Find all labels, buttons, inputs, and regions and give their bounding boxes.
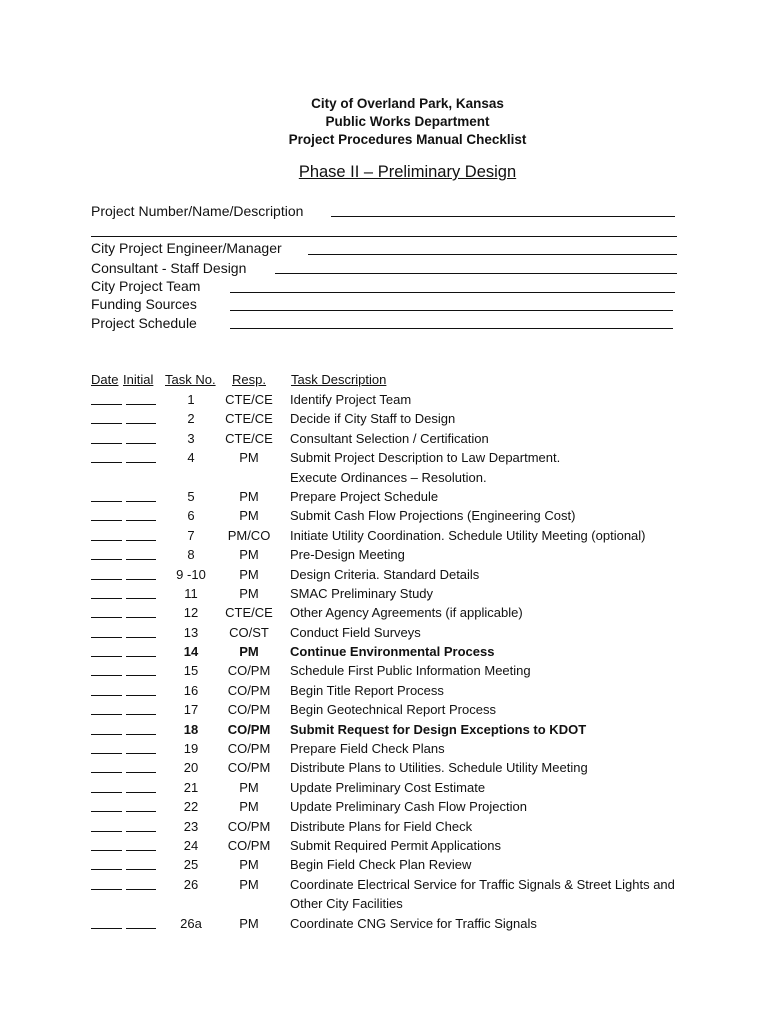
date-blank[interactable] bbox=[91, 889, 122, 890]
task-list bbox=[91, 391, 751, 934]
task-responsibility: CO/PM bbox=[227, 837, 271, 853]
initial-blank[interactable] bbox=[126, 617, 156, 618]
task-row bbox=[91, 856, 751, 875]
table-header bbox=[91, 372, 751, 389]
manual-title: Project Procedures Manual Checklist bbox=[288, 132, 527, 147]
task-row bbox=[91, 876, 751, 895]
phase-title: Phase II – Preliminary Design bbox=[298, 163, 517, 181]
task-responsibility: PM bbox=[239, 547, 259, 563]
initial-blank[interactable] bbox=[126, 404, 156, 405]
task-row bbox=[91, 527, 751, 546]
task-responsibility: PM bbox=[239, 799, 259, 815]
project-description-line[interactable] bbox=[91, 236, 677, 237]
city-title: City of Overland Park, Kansas bbox=[311, 96, 504, 111]
task-row bbox=[91, 546, 751, 565]
task-description: Update Preliminary Cost Estimate bbox=[290, 779, 486, 795]
task-responsibility: PM bbox=[239, 876, 259, 892]
task-number: 18 bbox=[183, 721, 199, 737]
schedule-line[interactable] bbox=[230, 328, 673, 329]
task-number: 8 bbox=[187, 547, 195, 563]
task-number: 7 bbox=[187, 527, 195, 543]
date-blank[interactable] bbox=[91, 598, 122, 599]
task-row bbox=[91, 798, 751, 817]
date-blank[interactable] bbox=[91, 559, 122, 560]
column-task-description: Task Description bbox=[291, 372, 387, 387]
task-number: 20 bbox=[183, 760, 199, 776]
task-number: 26 bbox=[183, 876, 199, 892]
team-line[interactable] bbox=[230, 292, 675, 293]
initial-blank[interactable] bbox=[126, 695, 156, 696]
task-number: 17 bbox=[183, 702, 199, 718]
engineer-line[interactable] bbox=[308, 254, 677, 255]
task-number: 12 bbox=[183, 605, 199, 621]
initial-blank[interactable] bbox=[126, 559, 156, 560]
engineer-label: City Project Engineer/Manager bbox=[91, 240, 282, 256]
task-description: Coordinate Electrical Service for Traffic Signals & Street Lights and bbox=[290, 876, 675, 892]
date-blank[interactable] bbox=[91, 423, 122, 424]
date-blank[interactable] bbox=[91, 520, 122, 521]
date-blank[interactable] bbox=[91, 695, 122, 696]
task-number: 23 bbox=[183, 818, 199, 834]
date-blank[interactable] bbox=[91, 656, 122, 657]
task-responsibility: PM bbox=[239, 508, 259, 524]
task-number: 14 bbox=[183, 644, 199, 660]
date-blank[interactable] bbox=[91, 579, 122, 580]
date-blank[interactable] bbox=[91, 404, 122, 405]
department-title: Public Works Department bbox=[325, 114, 490, 129]
initial-blank[interactable] bbox=[126, 792, 156, 793]
task-responsibility: CO/PM bbox=[227, 721, 271, 737]
initial-blank[interactable] bbox=[126, 540, 156, 541]
date-blank[interactable] bbox=[91, 637, 122, 638]
task-description: Distribute Plans for Field Check bbox=[290, 818, 473, 834]
task-row bbox=[91, 410, 751, 429]
task-description: Identify Project Team bbox=[290, 392, 412, 407]
date-blank[interactable] bbox=[91, 501, 122, 502]
initial-blank[interactable] bbox=[126, 520, 156, 521]
task-responsibility: CO/PM bbox=[227, 818, 271, 834]
task-responsibility: CTE/CE bbox=[225, 411, 273, 427]
task-row bbox=[91, 604, 751, 623]
date-blank[interactable] bbox=[91, 443, 122, 444]
task-description: SMAC Preliminary Study bbox=[290, 585, 434, 601]
date-blank[interactable] bbox=[91, 869, 122, 870]
task-number: 6 bbox=[187, 508, 195, 524]
task-number: 4 bbox=[187, 450, 195, 466]
task-row bbox=[91, 449, 751, 468]
column-initial: Initial bbox=[123, 372, 154, 387]
task-description: Conduct Field Surveys bbox=[290, 624, 421, 640]
task-description: Coordinate CNG Service for Traffic Signals bbox=[290, 915, 537, 931]
initial-blank[interactable] bbox=[126, 462, 156, 463]
task-row bbox=[91, 507, 751, 526]
document-header bbox=[0, 95, 770, 149]
task-row bbox=[91, 837, 751, 856]
task-responsibility: PM bbox=[239, 585, 259, 601]
initial-blank[interactable] bbox=[126, 423, 156, 424]
task-responsibility: PM bbox=[239, 450, 259, 466]
task-description: Submit Required Permit Applications bbox=[290, 837, 501, 853]
team-label: City Project Team bbox=[91, 278, 201, 294]
date-blank[interactable] bbox=[91, 850, 122, 851]
task-number: 24 bbox=[183, 837, 199, 853]
task-description: Distribute Plans to Utilities. Schedule Utility Meeting bbox=[290, 760, 588, 776]
task-row bbox=[91, 779, 751, 798]
task-responsibility: PM/CO bbox=[227, 527, 271, 543]
task-description: Begin Field Check Plan Review bbox=[290, 857, 472, 873]
task-number: 9 -10 bbox=[176, 566, 206, 582]
consultant-line[interactable] bbox=[275, 273, 677, 274]
task-responsibility: CTE/CE bbox=[225, 392, 273, 407]
initial-blank[interactable] bbox=[126, 889, 156, 890]
date-blank[interactable] bbox=[91, 928, 122, 929]
task-number: 2 bbox=[187, 411, 195, 427]
initial-blank[interactable] bbox=[126, 501, 156, 502]
task-row bbox=[91, 624, 751, 643]
task-number: 22 bbox=[183, 799, 199, 815]
funding-line[interactable] bbox=[230, 310, 673, 311]
task-responsibility: CO/PM bbox=[227, 663, 271, 679]
date-blank[interactable] bbox=[91, 617, 122, 618]
initial-blank[interactable] bbox=[126, 811, 156, 812]
task-responsibility: CO/ST bbox=[229, 624, 269, 640]
task-description: Other Agency Agreements (if applicable) bbox=[290, 605, 523, 621]
initial-blank[interactable] bbox=[126, 443, 156, 444]
project-number-line[interactable] bbox=[331, 216, 675, 217]
task-row bbox=[91, 740, 751, 759]
task-number: 16 bbox=[183, 682, 199, 698]
task-description: Initiate Utility Coordination. Schedule Utility Meeting (optional) bbox=[290, 527, 646, 543]
task-number: 11 bbox=[184, 585, 198, 601]
date-blank[interactable] bbox=[91, 792, 122, 793]
task-number: 21 bbox=[183, 779, 199, 795]
initial-blank[interactable] bbox=[126, 579, 156, 580]
task-row bbox=[91, 682, 751, 701]
task-description: Submit Request for Design Exceptions to KDOT bbox=[290, 721, 587, 737]
task-number: 3 bbox=[187, 430, 195, 446]
column-date: Date bbox=[91, 372, 119, 387]
task-number: 25 bbox=[183, 857, 199, 873]
task-row-continuation bbox=[91, 895, 751, 914]
initial-blank[interactable] bbox=[126, 656, 156, 657]
task-responsibility: PM bbox=[239, 644, 259, 660]
task-row bbox=[91, 430, 751, 449]
initial-blank[interactable] bbox=[126, 753, 156, 754]
task-description: Prepare Field Check Plans bbox=[290, 741, 445, 757]
initial-blank[interactable] bbox=[126, 772, 156, 773]
project-number-label: Project Number/Name/Description bbox=[91, 203, 304, 219]
date-blank[interactable] bbox=[91, 734, 122, 735]
date-blank[interactable] bbox=[91, 831, 122, 832]
task-responsibility: CO/PM bbox=[227, 682, 271, 698]
initial-blank[interactable] bbox=[126, 598, 156, 599]
task-row bbox=[91, 643, 751, 662]
date-blank[interactable] bbox=[91, 675, 122, 676]
date-blank[interactable] bbox=[91, 714, 122, 715]
task-description-continued: Execute Ordinances – Resolution. bbox=[290, 469, 487, 485]
initial-blank[interactable] bbox=[126, 675, 156, 676]
task-number: 26a bbox=[180, 915, 202, 931]
task-description: Design Criteria. Standard Details bbox=[290, 566, 480, 582]
task-responsibility: PM bbox=[239, 779, 259, 795]
column-resp: Resp. bbox=[232, 372, 266, 387]
consultant-label: Consultant - Staff Design bbox=[91, 260, 247, 276]
task-description: Continue Environmental Process bbox=[290, 644, 495, 660]
task-description: Submit Cash Flow Projections (Engineering Cost) bbox=[290, 508, 576, 524]
initial-blank[interactable] bbox=[126, 637, 156, 638]
task-row bbox=[91, 566, 751, 585]
task-row bbox=[91, 662, 751, 681]
task-description: Begin Title Report Process bbox=[290, 682, 444, 698]
task-number: 19 bbox=[183, 741, 199, 757]
task-responsibility: PM bbox=[239, 857, 259, 873]
task-row bbox=[91, 721, 751, 740]
task-responsibility: PM bbox=[239, 488, 259, 504]
task-row bbox=[91, 759, 751, 778]
task-row bbox=[91, 488, 751, 507]
task-number: 13 bbox=[183, 624, 199, 640]
task-description: Prepare Project Schedule bbox=[290, 488, 439, 504]
task-description: Submit Project Description to Law Department. bbox=[290, 450, 561, 466]
date-blank[interactable] bbox=[91, 462, 122, 463]
task-description: Decide if City Staff to Design bbox=[290, 411, 456, 427]
task-responsibility: CO/PM bbox=[227, 741, 271, 757]
task-row-continuation bbox=[91, 469, 751, 488]
date-blank[interactable] bbox=[91, 540, 122, 541]
date-blank[interactable] bbox=[91, 753, 122, 754]
task-number: 5 bbox=[187, 488, 195, 504]
initial-blank[interactable] bbox=[126, 869, 156, 870]
task-responsibility: CO/PM bbox=[227, 702, 271, 718]
initial-blank[interactable] bbox=[126, 714, 156, 715]
task-description: Pre-Design Meeting bbox=[290, 547, 405, 563]
task-description: Schedule First Public Information Meeting bbox=[290, 663, 531, 679]
task-responsibility: CO/PM bbox=[227, 760, 271, 776]
initial-blank[interactable] bbox=[126, 831, 156, 832]
task-responsibility: CTE/CE bbox=[225, 605, 273, 621]
date-blank[interactable] bbox=[91, 772, 122, 773]
task-responsibility: PM bbox=[239, 915, 259, 931]
task-row bbox=[91, 391, 751, 410]
task-number: 15 bbox=[183, 663, 199, 679]
task-row bbox=[91, 585, 751, 604]
task-responsibility: CTE/CE bbox=[225, 430, 273, 446]
task-description: Begin Geotechnical Report Process bbox=[290, 702, 496, 718]
schedule-label: Project Schedule bbox=[91, 315, 197, 331]
initial-blank[interactable] bbox=[126, 734, 156, 735]
task-description-continued: Other City Facilities bbox=[290, 896, 403, 912]
initial-blank[interactable] bbox=[126, 850, 156, 851]
task-row bbox=[91, 701, 751, 720]
column-task-no: Task No. bbox=[165, 372, 216, 387]
task-row bbox=[91, 915, 751, 934]
task-responsibility: PM bbox=[239, 566, 259, 582]
task-number: 1 bbox=[187, 392, 195, 407]
task-description: Update Preliminary Cash Flow Projection bbox=[290, 799, 527, 815]
funding-label: Funding Sources bbox=[91, 296, 197, 312]
initial-blank[interactable] bbox=[126, 928, 156, 929]
task-description: Consultant Selection / Certification bbox=[290, 430, 489, 446]
date-blank[interactable] bbox=[91, 811, 122, 812]
task-row bbox=[91, 818, 751, 837]
